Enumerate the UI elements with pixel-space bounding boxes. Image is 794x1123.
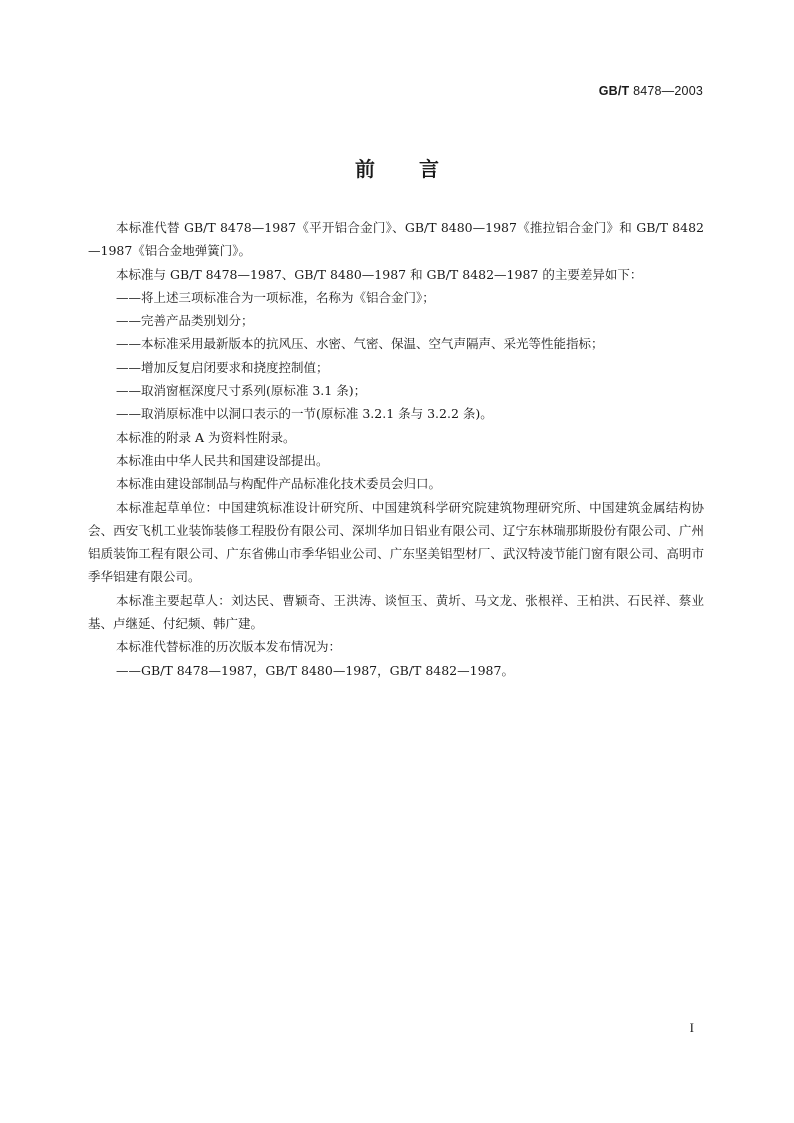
- standard-number: [599, 84, 703, 98]
- paragraph-history-intro: 本标准代替标准的历次版本发布情况为：: [116, 639, 342, 655]
- paragraph-replaces: 本标准代替 GB/T 8478—1987《平开铝合金门》、GB/T 8480—1987《推拉铝合金门》和 GB/T 8482—1987《铝合金地弹簧门》。: [88, 220, 704, 259]
- list-item: ——本标准采用最新版本的抗风压、水密、气密、保温、空气声隔声、采光等性能指标；: [116, 336, 604, 352]
- paragraph-annex: 本标准的附录 A 为资料性附录。: [116, 429, 296, 445]
- paragraph-differences-intro: 本标准与 GB/T 8478—1987、GB/T 8480—1987 和 GB/T 8482—1987 的主要差异如下：: [116, 266, 643, 282]
- paragraph-responsible-committee: 本标准由建设部制品与构配件产品标准化技术委员会归口。: [116, 476, 442, 492]
- standard-prefix: GB/T: [598, 84, 634, 98]
- standard-code: 8478—2003: [633, 84, 703, 98]
- page-title: 前言: [355, 157, 483, 181]
- list-item: ——取消原标准中以洞口表示的一节(原标准 3.2.1 条与 3.2.2 条)。: [116, 406, 493, 422]
- paragraph-proposed-by: 本标准由中华人民共和国建设部提出。: [116, 452, 329, 468]
- page-number: I: [689, 1020, 694, 1035]
- paragraph-drafting-units: 本标准起草单位：中国建筑标准设计研究所、中国建筑科学研究院建筑物理研究所、中国建筑金属结构协会、西安飞机工业装饰装修工程股份有限公司、深圳华加日铝业有限公司、辽宁东林瑞那斯股份有限公司、广州铝质装饰工程有限公司、广东省佛山市季华铝业公司、广东坚美铝型材厂、武汉特凌节能门窗有限公司、高明市季华铝建有限公司。: [88, 499, 704, 585]
- list-item: ——取消窗框深度尺寸系列(原标准 3.1 条)；: [116, 383, 367, 399]
- list-item: ——增加反复启闭要求和挠度控制值；: [116, 359, 329, 375]
- list-item: ——将上述三项标准合为一项标准，名称为《铝合金门》；: [116, 289, 435, 305]
- preface-body: [88, 216, 704, 682]
- list-item: ——GB/T 8478—1987，GB/T 8480—1987，GB/T 8482—1987。: [116, 662, 514, 678]
- list-item: ——完善产品类别划分；: [116, 313, 254, 329]
- paragraph-drafters: 本标准主要起草人：刘达民、曹颖奇、王洪涛、谈恒玉、黄圻、马文龙、张根祥、王柏洪、石民祥、蔡业基、卢继延、付纪频、韩广建。: [88, 592, 704, 632]
